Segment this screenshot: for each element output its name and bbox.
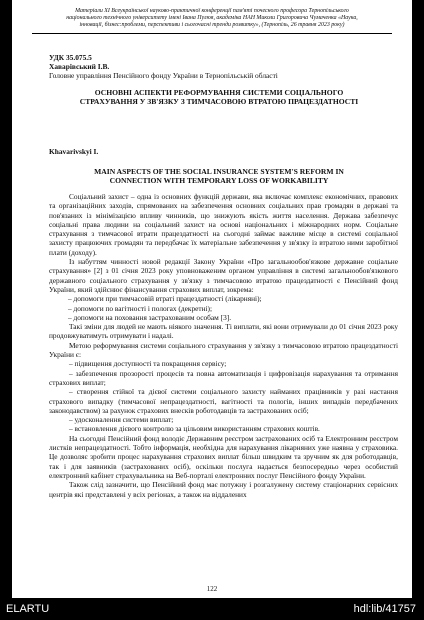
paragraph: Такі зміни для людей не мають ніякого значення. Ті виплати, які вони отримували до 01 січня 2023 року продовжуватимуть отримувати і надалі.	[49, 322, 398, 341]
paragraph: – забезпечення прозорості процесів та повна автоматизація і цифровізація нарахування та отримання страхових виплат;	[49, 368, 398, 387]
title-en	[46, 167, 392, 186]
udc-code: УДК 35.075.5	[49, 53, 92, 62]
header-line: національного технічного університету імені Івана Пулюя, академіка НАН Миколи Григоровича Чумаченка «Наука,	[66, 15, 358, 22]
repository-name: ELARTU	[6, 603, 50, 615]
paragraph: – створення стійкої та дієвої системи соціального захисту найманих працівників у разі настання страхового випадку (тимчасової непрацездатності, вагітності та пологів, інших випадків передбачених законодавством) за рахунок страхових внесків роботодавців та застрахованих осіб;	[49, 387, 398, 415]
conference-header	[32, 8, 392, 34]
page-number: 122	[206, 585, 218, 593]
title-uk	[46, 88, 392, 107]
title-line: СТРАХУВАННЯ У ЗВ'ЯЗКУ З ТИМЧАСОВОЮ ВТРАТОЮ ПРАЦЕЗДАТНОСТІ	[79, 97, 359, 107]
header-line: Матеріали XI Всеукраїнської науково-практичної конференції пам'яті почесного професора Тернопільського	[75, 8, 349, 14]
paragraph: Також слід зазначити, що Пенсійний фонд має потужну і розгалужену систему стаціонарних сервісних центрів які представлені у всіх регіонах, а також на віддалених	[49, 480, 398, 499]
viewer-footer	[0, 598, 424, 620]
header-line: інновації, бізнес:проблеми, перспективи і сьогочасні тренди розвитку», (Тернопіль, 26 травня 2023 року)	[79, 22, 345, 29]
paragraph: – підвищення доступності та покращення сервісу;	[69, 359, 227, 369]
handle-identifier[interactable]: hdl:lib/41757	[353, 603, 416, 615]
author-affiliation: Головне управління Пенсійного фонду України в Тернопільській області	[49, 71, 278, 80]
list-item: – допомоги на поховання застрахованим особам [3].	[68, 312, 232, 322]
author-name-uk: Хаварівський І.В.	[49, 62, 110, 71]
paragraph: На сьогодні Пенсійний фонд володіє Державним реєстром застрахованих осіб та Електронним реєстром листків непрацездатності. Тобто інформація, необхідна для нарахування лікарняних уже наявна у страховика. Це дозволяє зробити процес нарахування страхових виплат більш швидким та зручним як для роботодавців, так і для заявників (застрахованих осіб), оскільки послуга надається безпосередньо через особистий електронний кабінет страхувальника на Веб-порталі електронних послуг Пенсійного фонду України.	[49, 433, 398, 480]
paragraph: Соціальний захист – одна із основних функцій держави, яка включає комплекс економічних, правових та організаційних заходів, спрямованих на забезпечення основних соціальних прав громадян в державі та пов'язаних із мінімізацією впливу чинників, що знижують якість життя населення. Держава забезпечує соціальні права людини на соціальний захист на основі національних і міжнародних норм. Соціальне страхування з тимчасової втрати працездатності на сьогодні займає важливе місце в системі соціальної захисту працюючих громадян та передбачає їх матеріальне забезпечення у зв'язку із втратою ними заробітної плати (доходу).	[49, 192, 398, 257]
list-item: – допомоги по вагітності і пологах (декретні);	[68, 303, 213, 313]
title-line: MAIN ASPECTS OF THE SOCIAL INSURANCE SYSTEM'S REFORM IN	[94, 167, 344, 176]
author-name-en: Khavarivskyi I.	[49, 147, 99, 156]
paragraph: – удосконалення системи виплат;	[69, 415, 174, 425]
paragraph: Із набуттям чинності новой редакції Закону України «Про загальнообов'язкове державне соціальне страхування» [2] з 01 січня 2023 року уповноваженим органом управління в системі загальнообов'язкового державного соціального страхування у зв'язку з тимчасовою втратою працездатності є Пенсійний фонд України, який здійснює фінансування страхових виплат, зокрема:	[49, 257, 398, 294]
list-item: – допомоги при тимчасовій втраті працездатності (лікарняні);	[68, 294, 262, 304]
paragraph: – встановлення дієвого контролю за цільовим використанням страхових коштів.	[69, 424, 320, 434]
title-line: ОСНОВНІ АСПЕКТИ РЕФОРМУВАННЯ СИСТЕМИ СОЦІАЛЬНОГО	[94, 88, 344, 97]
article-body	[49, 192, 398, 499]
paragraph: Метою реформування системи соціального страхування у зв'язку з тимчасовою втратою працездатності України є:	[49, 340, 398, 360]
title-line: CONNECTION WITH TEMPORARY LOSS OF WORKABILITY	[109, 176, 329, 186]
document-page	[12, 0, 412, 598]
